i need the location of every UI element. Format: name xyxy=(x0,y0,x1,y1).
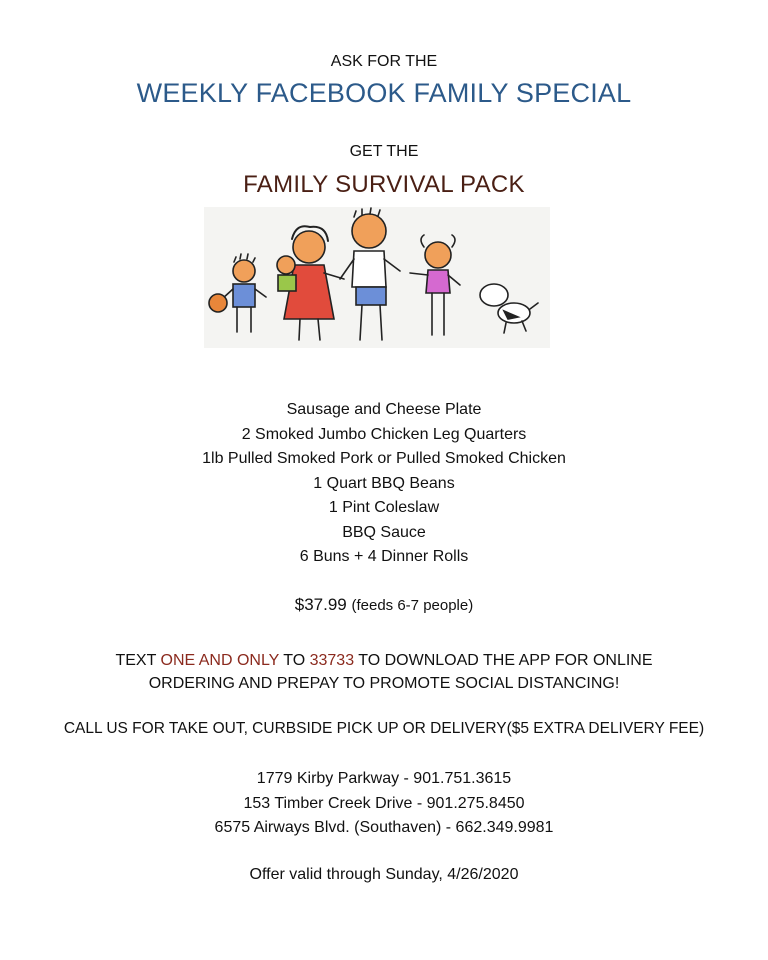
text-keyword: ONE AND ONLY xyxy=(160,652,280,669)
location-item: 1779 Kirby Parkway - 901.751.3615 xyxy=(256,770,512,787)
list-item: 6 Buns + 4 Dinner Rolls xyxy=(299,548,469,565)
list-item: Sausage and Cheese Plate xyxy=(286,401,482,418)
text-promo-line-1 xyxy=(0,649,768,672)
location-item: 153 Timber Creek Drive - 901.275.8450 xyxy=(243,794,525,812)
weekly-special-heading: WEEKLY FACEBOOK FAMILY SPECIAL xyxy=(136,78,632,108)
price-amount: $37.99 xyxy=(294,595,347,614)
list-item: 1lb Pulled Smoked Pork or Pulled Smoked Chicken xyxy=(202,450,566,467)
pack-name-heading: FAMILY SURVIVAL PACK xyxy=(243,171,525,198)
offer-line: Offer valid through Sunday, 4/26/2020 xyxy=(249,866,519,883)
location-item: 6575 Airways Blvd. (Southaven) - 662.349.9981 xyxy=(214,819,554,836)
text-number: 33733 xyxy=(309,652,355,669)
get-the-line: GET THE xyxy=(349,143,419,160)
text-promo-line-2: ORDERING AND PREPAY TO PROMOTE SOCIAL DISTANCING! xyxy=(148,675,620,692)
text-suffix: TO DOWNLOAD THE APP FOR ONLINE xyxy=(354,652,653,669)
price-line xyxy=(0,595,768,615)
text-promo xyxy=(0,649,768,695)
list-item: 2 Smoked Jumbo Chicken Leg Quarters xyxy=(241,425,527,443)
family-drawing-icon xyxy=(204,207,550,348)
menu-item-list xyxy=(0,398,768,570)
list-item: 1 Pint Coleslaw xyxy=(328,499,440,516)
list-item: BBQ Sauce xyxy=(342,523,426,541)
text-mid: TO xyxy=(279,652,310,669)
call-line: CALL US FOR TAKE OUT, CURBSIDE PICK UP OR DELIVERY($5 EXTRA DELIVERY FEE) xyxy=(63,720,705,737)
list-item: 1 Quart BBQ Beans xyxy=(313,474,455,492)
ask-for-line: ASK FOR THE xyxy=(330,53,438,70)
text-prefix: TEXT xyxy=(115,652,161,669)
location-list xyxy=(0,767,768,841)
price-note: (feeds 6-7 people) xyxy=(351,597,474,614)
